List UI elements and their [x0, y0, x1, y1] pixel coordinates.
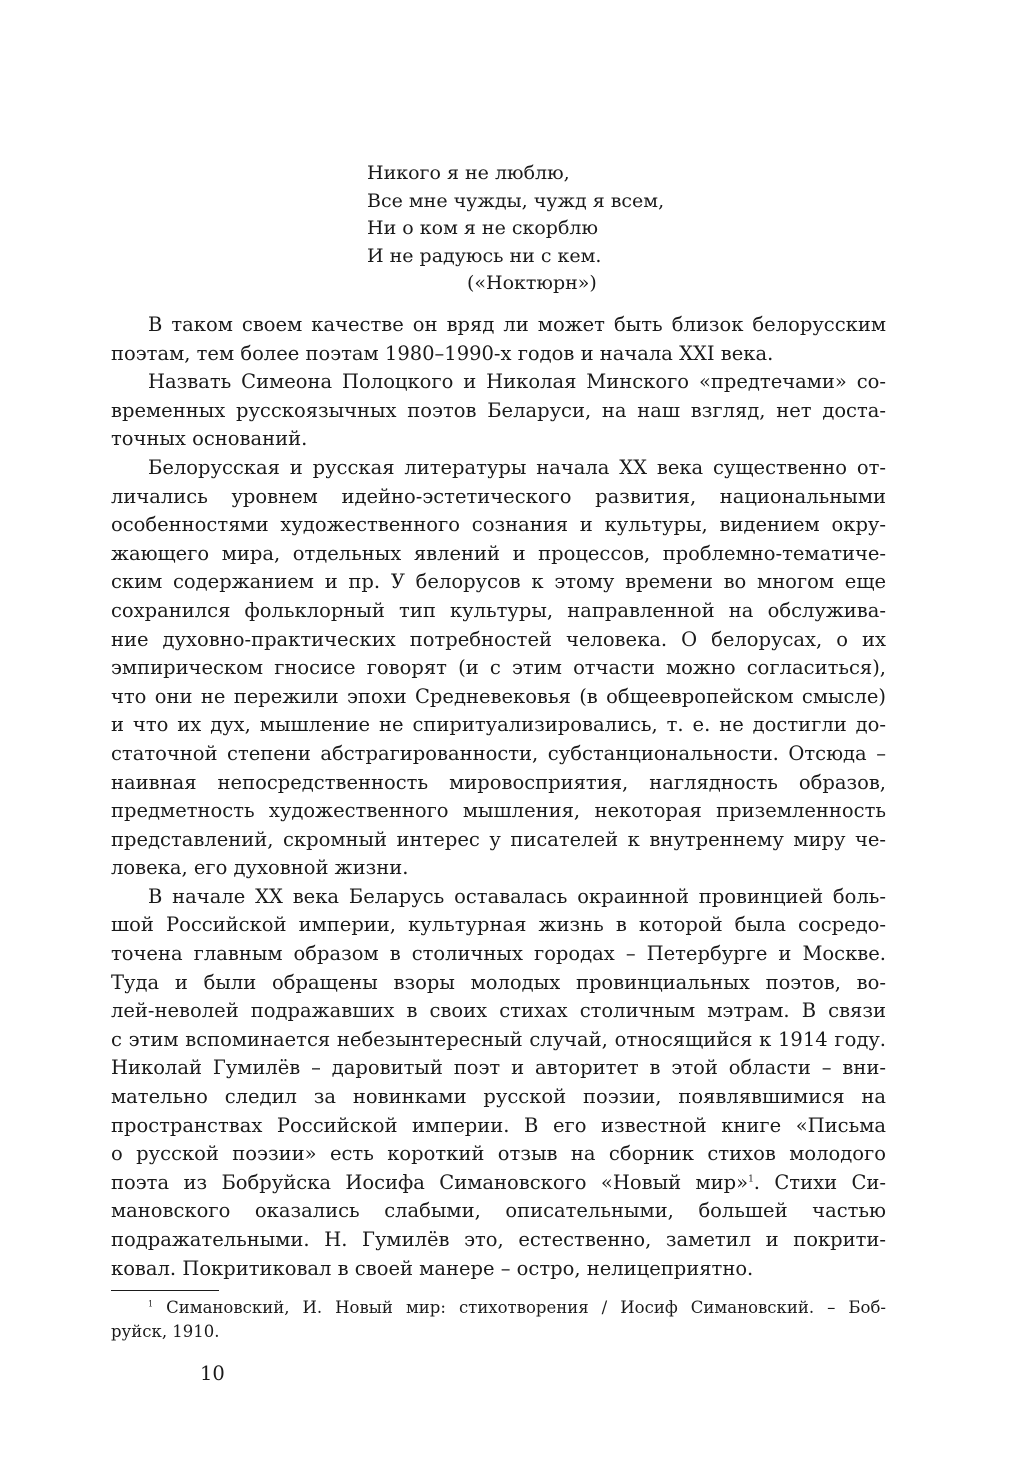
text-line: ние духовно-практических потребностей человека. О белорусах, о их — [111, 627, 886, 651]
text-line: с этим вспоминается небезынтересный случай, относящийся к 1914 году. — [111, 1027, 886, 1051]
text-line: жающего мира, отдельных явлений и процессов, проблемно-тематиче- — [111, 541, 886, 565]
text-line: личались уровнем идейно-эстетического развития, национальными — [111, 484, 886, 508]
page-number: 10 — [200, 1362, 225, 1385]
text-line: Туда и были обращены взоры молодых провинциальных поэтов, во- — [111, 970, 886, 994]
poem-line: Ни о ком я не скорблю — [367, 217, 599, 239]
text-line: пространствах Российской империи. В его известной книге «Письма — [111, 1113, 886, 1137]
text-line: представлений, скромный интерес у писателей к внутреннему миру че- — [111, 827, 886, 851]
text-fragment: . Стихи Си- — [753, 1170, 886, 1194]
text-line: ловека, его духовной жизни. — [111, 856, 409, 880]
poem-line: И не радуюсь ни с кем. — [367, 244, 602, 267]
text-line: о русской поэзии» есть короткий отзыв на сборник стихов молодого — [111, 1142, 886, 1166]
text-line: особенностями художественного сознания и культуры, видением окру- — [111, 513, 886, 537]
text-line: ковал. Покритиковал в своей манере – остро, нелицеприятно. — [111, 1256, 754, 1280]
text-line: точена главным образом в столичных городах – Петербурге и Москве. — [111, 942, 886, 966]
text-line: лей-неволей подражавших в своих стихах столичным мэтрам. В связи — [111, 999, 886, 1023]
body-text — [111, 311, 886, 1283]
text-line: временных русскоязычных поэтов Беларуси, на наш взгляд, нет доста- — [111, 398, 886, 422]
poem-line: Все мне чужды, чужд я всем, — [367, 189, 665, 212]
text-line: подражательными. Н. Гумилёв это, естественно, заметил и покрити- — [111, 1228, 886, 1251]
footnote — [111, 1296, 886, 1344]
text-line: Белорусская и русская литературы начала XX века существенно от- — [148, 455, 886, 479]
text-line: Николай Гумилёв – даровитый поэт и авторитет в этой области – вни- — [111, 1056, 886, 1080]
text-line: точных оснований. — [111, 427, 308, 451]
paragraph-1 — [111, 311, 886, 368]
footnote-text: Симановский, И. Новый мир: стихотворения / Иосиф Симановский. – Боб- — [166, 1298, 886, 1317]
poem-line: Никого я не люблю, — [367, 162, 570, 184]
text-line: мановского оказались слабыми, описательными, большей частью — [111, 1199, 886, 1223]
text-line: шой Российской империи, культурная жизнь в которой была сосредо- — [111, 913, 886, 937]
text-line: В таком своем качестве он вряд ли может быть близок белорусским — [148, 313, 886, 336]
text-line: ским содержанием и пр. У белорусов к этому времени во многом еще — [111, 570, 886, 594]
paragraph-4 — [111, 883, 886, 1283]
text-line-with-footnote-ref — [111, 1169, 886, 1198]
text-line: предметность художественного мышления, некоторая приземленность — [111, 799, 886, 823]
text-line: статочной степени абстрагированности, субстанциональности. Отсюда – — [111, 741, 886, 765]
text-line: и что их дух, мышление не спиритуализировались, т. е. не достигли до- — [111, 713, 886, 737]
paragraph-2 — [111, 368, 886, 454]
text-fragment: поэта из Бобруйска Иосифа Симановского «Новый мир» — [111, 1170, 749, 1194]
poem-source: («Ноктюрн») — [467, 272, 597, 294]
footnote-marker: 1 — [148, 1299, 154, 1309]
text-line: В начале XX века Беларусь оставалась окраинной провинцией боль- — [148, 884, 886, 908]
text-line: сохранился фольклорный тип культуры, направленной на обслужива- — [111, 598, 886, 622]
poem-epigraph — [367, 160, 664, 298]
footnote-line: руйск, 1910. — [111, 1322, 220, 1341]
text-line: что они не пережили эпохи Средневековья (в общеевропейском смысле) — [111, 684, 886, 708]
paragraph-3 — [111, 454, 886, 883]
footnote-divider — [111, 1290, 219, 1291]
text-line: наивная непосредственность мировосприятия, наглядность образов, — [111, 770, 886, 794]
text-line: эмпирическом гносисе говорят (и с этим отчасти можно согласиться), — [111, 656, 886, 680]
text-line: мательно следил за новинками русской поэзии, появлявшимися на — [111, 1085, 886, 1109]
text-line: поэтам, тем более поэтам 1980–1990-х годов и начала XXI века. — [111, 341, 774, 365]
footnote-reference[interactable]: 1 — [748, 1174, 754, 1185]
text-line: Назвать Симеона Полоцкого и Николая Минского «предтечами» со- — [148, 370, 886, 394]
footnote-line — [111, 1296, 886, 1320]
